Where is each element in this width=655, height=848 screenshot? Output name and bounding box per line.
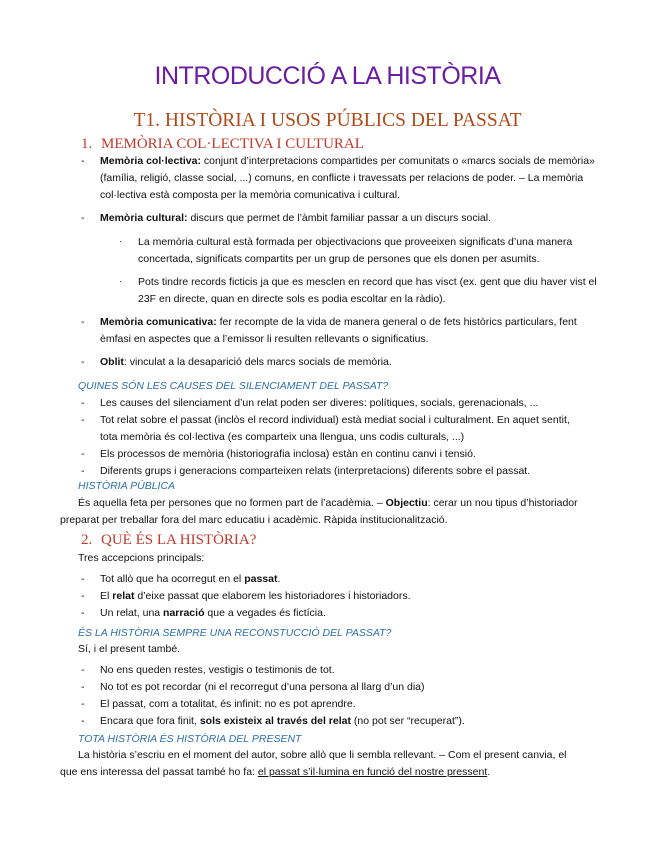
bullet-dash: -: [81, 212, 85, 224]
section-number: 1.: [81, 136, 93, 152]
bullet-dash: -: [81, 681, 85, 693]
text: Un relat, una: [100, 607, 164, 619]
list-item: No ens queden restes, vestigis o testimonis de tot.: [100, 664, 335, 676]
bullet-dash: -: [81, 715, 85, 727]
bullet-dash: -: [81, 397, 85, 409]
text-line: Pots tindre records ficticis ja que es mesclen en record que has visct (ex. gent que diu haver vist el: [138, 276, 597, 288]
text: : cerar un nou tipus d’historiador: [427, 497, 578, 509]
text: que ens interessa del passat també ho fa:: [60, 766, 258, 778]
term: Oblit: [100, 356, 124, 368]
subsection-heading: QUINES SÓN LES CAUSES DEL SILENCIAMENT DEL PASSAT?: [78, 380, 389, 392]
bullet-dash: -: [81, 356, 85, 368]
list-item: Diferents grups i generacions comparteixen relats (interpretacions) diferents sobre el passat.: [100, 465, 531, 477]
subsection-heading: TOTA HISTÒRIA ÉS HISTÒRIA DEL PRESENT: [78, 733, 302, 745]
bullet-dash: -: [81, 465, 85, 477]
bullet-dash: -: [81, 664, 85, 676]
bullet-dash: -: [81, 590, 85, 602]
text: Encara que fora finit,: [100, 715, 200, 727]
text: fer recompte de la vida de manera general o de fets històrics particulars, fent: [216, 316, 577, 328]
paragraph-line: preparat per treballar fora del marc educatiu i acadèmic. Ràpida institucionalització.: [60, 514, 448, 526]
text-line: concertada, significats compartits per un grup de persones que els donen per asumits.: [138, 253, 540, 265]
bullet-dot: ·: [119, 236, 122, 246]
section-1-heading: [81, 136, 364, 153]
list-item: Els processos de memòria (historiografia inclosa) estàn en continu canvi i tensió.: [100, 448, 476, 460]
section-title: QUÈ ÉS LA HISTÒRIA?: [101, 532, 257, 548]
text-line: (família, religió, classe social, ...) comuns, en conflicte i travessats per relacions de poder. – La memòria: [100, 172, 584, 184]
term: Memòria col·lectiva:: [100, 155, 201, 167]
paragraph-line: Tres accepcions principals:: [78, 552, 205, 564]
text-line: La memòria cultural està formada per objectivacions que proveeixen significats d’una manera: [138, 236, 573, 248]
document-subtitle: T1. HISTÒRIA I USOS PÚBLICS DEL PASSAT: [133, 110, 522, 131]
term: relat: [112, 590, 135, 602]
subsection-heading: HISTÒRIA PÚBLICA: [78, 480, 176, 492]
text: (no pot ser “recuperat”).: [351, 715, 465, 727]
paragraph-line: [78, 495, 578, 512]
list-item: [100, 571, 280, 588]
list-item: [100, 314, 577, 331]
text: : vinculat a la desaparició dels marcs socials de memòria.: [123, 356, 392, 368]
section-title: MEMÒRIA COL·LECTIVA I CULTURAL: [101, 136, 364, 152]
section-number: 2.: [81, 532, 93, 548]
text: El: [100, 590, 113, 602]
term: passat: [244, 573, 278, 585]
term: Memòria comunicativa:: [100, 316, 217, 328]
subsection-heading: ÉS LA HISTÒRIA SEMPRE UNA RECONSTUCCIÓ DEL PASSAT?: [78, 627, 392, 639]
text: .: [487, 766, 491, 778]
list-item: [100, 210, 491, 227]
bullet-dash: -: [81, 414, 85, 426]
term: Memòria cultural:: [100, 212, 188, 224]
list-item: [100, 605, 326, 622]
bullet-dot: ·: [119, 276, 122, 286]
text-line: tota memòria és col·lectiva (es comparteix una llengua, uns codis culturals, ...): [100, 431, 465, 443]
underlined-text: el passat s’il·lumina en funció del nostre pressent: [257, 766, 488, 778]
text: conjunt d’interpretacions compartides per comunitats o «marcs socials de memòria»: [200, 155, 595, 167]
list-item: Tot relat sobre el passat (inclòs el record individual) està mediat social i culturalment. En aquet sentit,: [100, 414, 570, 426]
bullet-dash: -: [81, 155, 85, 167]
term: narració: [163, 607, 205, 619]
term: Objectiu: [385, 497, 428, 509]
document-title: INTRODUCCIÓ A LA HISTÒRIA: [154, 62, 501, 90]
bullet-dash: -: [81, 698, 85, 710]
text-line: 23F en directe, quan en directe sols es podia escoltar en la ràdio).: [138, 293, 446, 305]
bullet-dash: -: [81, 448, 85, 460]
text: És aquella feta per persones que no formen part de l’acadèmia. –: [78, 497, 386, 509]
text: d’eixe passat que elaborem les historiadores i historiadors.: [134, 590, 411, 602]
list-item: Les causes del silenciament d’un relat poden ser diveres: polítiques, socials, gerenacionals, ...: [100, 397, 539, 409]
text: discurs que permet de l’àmbit familiar passar a un discurs social.: [187, 212, 491, 224]
list-item: [100, 588, 411, 605]
text-line: èmfasi en aspectes que a l’emissor li resulten rellevants o significatius.: [100, 333, 429, 345]
paragraph-line: [60, 764, 490, 781]
list-item: [100, 153, 595, 170]
paragraph-line: Sí, i el present també.: [78, 643, 181, 655]
bullet-dash: -: [81, 573, 85, 585]
text: .: [277, 573, 281, 585]
text: que a vegades és fictícia.: [204, 607, 326, 619]
bullet-dash: -: [81, 316, 85, 328]
list-item: [100, 713, 465, 730]
text: Tot allò que ha ocorregut en el: [100, 573, 245, 585]
text-line: col·lectiva està composta per la memòria comunicativa i cultural.: [100, 189, 400, 201]
list-item: [100, 354, 392, 371]
term: sols existeix al través del relat: [199, 715, 351, 727]
section-2-heading: [81, 532, 256, 549]
list-item: No tot es pot recordar (ni el recorregut d’una persona al llarg d’un dia): [100, 681, 425, 693]
paragraph-line: La història s’escriu en el moment del autor, sobre allò que li sembla rellevant. – Com el present canvia, el: [78, 749, 567, 761]
bullet-dash: -: [81, 607, 85, 619]
list-item: El passat, com a totalitat, és infinit: no es pot aprendre.: [100, 698, 356, 710]
